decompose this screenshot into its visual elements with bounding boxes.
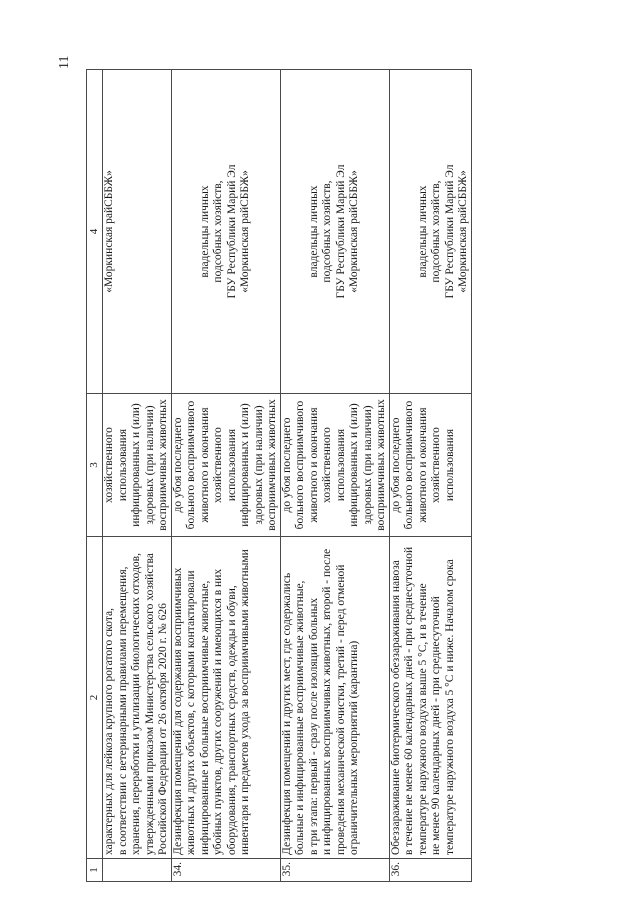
measure-cell — [280, 537, 389, 859]
responsible-text-line: подсобных хозяйств, — [430, 180, 442, 283]
column-number-4: 4 — [87, 70, 103, 394]
responsible-cell — [171, 70, 280, 394]
term-text-line: хозяйственного — [321, 427, 333, 503]
responsible-cell — [103, 70, 172, 394]
measure-text-line: характерных для лейкоза крупного рогатого скота, — [103, 607, 115, 855]
responsible-cell — [280, 70, 389, 394]
table-row — [389, 70, 471, 882]
column-number-row — [87, 70, 103, 882]
responsible-text-line: подсобных хозяйств, — [212, 180, 224, 283]
term-text-line: инфицированных и (или) — [130, 403, 142, 527]
term-text-line: хозяйственного — [103, 427, 115, 503]
measure-text-line: Российской Федерации от 26 октября 2020 г. № 626 — [157, 603, 169, 855]
responsible-text-line: ГБУ Республики Марий Эл — [334, 164, 347, 299]
measure-text-line: Обеззараживание биотермического обеззараживания навоза — [389, 560, 402, 855]
term-text-line: животного и окончания — [198, 407, 211, 523]
term-text-line: использования — [116, 428, 129, 502]
responsible-text-line: «Моркинская райСББЖ» — [103, 170, 115, 293]
responsible-text-line: владельцы личных — [198, 185, 211, 278]
term-text-line: восприимчивых животных — [266, 399, 278, 531]
term-text-line: животного и окончания — [416, 407, 429, 523]
measures-table — [86, 69, 472, 882]
term-text-line: восприимчивых животных — [157, 399, 169, 531]
term-text-line: использования — [443, 428, 456, 502]
term-text-line: животного и окончания — [307, 407, 320, 523]
measure-text-line: животных и других объектов, с которыми контактировали — [185, 570, 197, 855]
term-text-line: больного восприимчивого — [185, 400, 197, 530]
measure-text-line: в три этапа: первый - сразу после изоляции больных — [307, 597, 320, 855]
measure-text-line: не менее 90 календарных дней - при среднесуточной — [430, 596, 442, 855]
measure-cell — [103, 537, 172, 859]
term-text-line: до убоя последнего — [389, 417, 402, 513]
measure-text-line: ограничительных мероприятий (карантина) — [348, 640, 360, 855]
responsible-text-line: «Моркинская райСББЖ» — [457, 170, 469, 293]
row-number: 34. — [171, 859, 280, 882]
measure-text-line: и инфицированных восприимчивых животных, второй - после — [321, 548, 333, 855]
column-number-2: 2 — [87, 537, 103, 859]
cell-spacer — [390, 73, 404, 390]
measure-text-line: Дезинфекция помещений для содержания восприимчивых — [171, 567, 184, 855]
row-number — [103, 859, 172, 882]
term-text-line: здоровых (при наличии) — [361, 405, 374, 525]
column-number-3: 3 — [87, 394, 103, 537]
term-text-line: больного восприимчивого — [294, 400, 306, 530]
column-number-1: 1 — [87, 859, 103, 882]
row-number: 36. — [389, 859, 471, 882]
measure-text-line: Дезинфекция помещений и других мест, где содержались — [280, 572, 293, 855]
measure-text-line: оборудования, транспортных средств, одежды и обуви, — [225, 585, 238, 855]
term-text-line: хозяйственного — [212, 427, 224, 503]
responsible-text-line: ГБУ Республики Марий Эл — [225, 164, 238, 299]
measure-cell — [389, 537, 471, 859]
term-cell — [280, 394, 389, 537]
measure-text-line: хранения, переработки и утилизации биологических отходов, — [130, 553, 142, 855]
term-text-line: инфицированных и (или) — [239, 403, 251, 527]
term-text-line: здоровых (при наличии) — [143, 405, 156, 525]
cell-spacer — [294, 73, 308, 390]
responsible-cell — [389, 70, 471, 394]
measure-text-line: инвентаря и предметов ухода за восприимчивыми животными — [239, 549, 251, 855]
page-number: 11 — [57, 55, 72, 69]
measure-text-line: в течение не менее 60 календарных дней - при среднесуточной — [403, 546, 415, 855]
responsible-text-line: подсобных хозяйств, — [321, 180, 333, 283]
measure-cell — [171, 537, 280, 859]
cell-spacer — [281, 73, 295, 390]
term-text-line: до убоя последнего — [280, 417, 293, 513]
measure-text-line: утвержденными приказом Министерства сельского хозяйства — [143, 553, 156, 855]
measure-text-line: больные и инфицированные восприимчивые животные, — [294, 580, 306, 855]
cell-spacer — [185, 73, 199, 390]
measure-text-line: инфицированные и больные восприимчивые животные, — [198, 580, 211, 855]
cell-spacer — [403, 73, 417, 390]
term-text-line: восприимчивых животных — [375, 399, 387, 531]
term-text-line: до убоя последнего — [171, 417, 184, 513]
responsible-text-line: владельцы личных — [307, 185, 320, 278]
table-row — [103, 70, 172, 882]
term-text-line: здоровых (при наличии) — [252, 405, 265, 525]
measure-text-line: температуре наружного воздуха выше 5 °С, и в течение — [416, 583, 429, 855]
term-cell — [389, 394, 471, 537]
term-text-line: использования — [334, 428, 347, 502]
responsible-text-line: «Моркинская райСББЖ» — [239, 170, 251, 293]
term-cell — [171, 394, 280, 537]
responsible-text-line: владельцы личных — [416, 185, 429, 278]
table-row — [171, 70, 280, 882]
term-text-line: инфицированных и (или) — [348, 403, 360, 527]
responsible-text-line: ГБУ Республики Марий Эл — [443, 164, 456, 299]
measure-text-line: температуре наружного воздуха 5 °С и ниже. Началом срока — [443, 559, 456, 855]
responsible-text-line: «Моркинская райСББЖ» — [348, 170, 360, 293]
measure-text-line: в соответствии с ветеринарными правилами перемещения, — [116, 566, 129, 855]
term-text-line: использования — [225, 428, 238, 502]
cell-spacer — [172, 73, 186, 390]
term-cell — [103, 394, 172, 537]
measure-text-line: убойных пунктов, других сооружений и имеющихся в них — [212, 568, 224, 855]
table-row — [280, 70, 389, 882]
term-text-line: хозяйственного — [430, 427, 442, 503]
term-text-line: больного восприимчивого — [403, 400, 415, 530]
row-number: 35. — [280, 859, 389, 882]
measure-text-line: проведения механической очистки, третий - перед отменой — [334, 564, 347, 855]
